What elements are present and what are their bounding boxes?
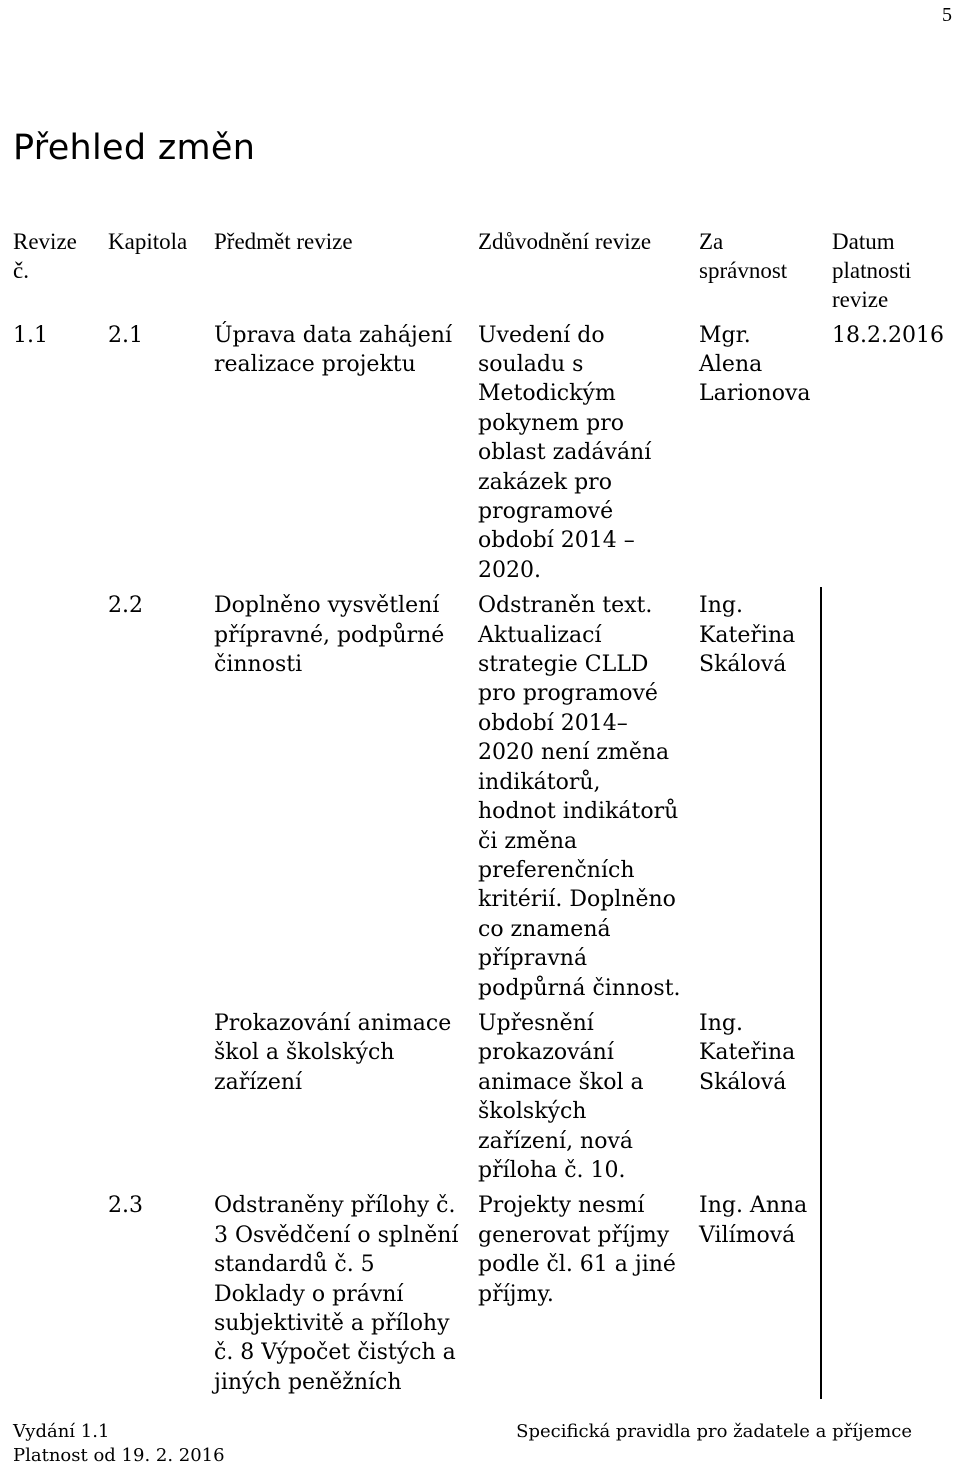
cell-subject: Odstraněny přílohy č. 3 Osvědčení o splnění standardů č. 5 Doklady o právní subjektivitě a přílohy č. 8 Výpočet čistých a jiných peněžních [214, 1193, 459, 1395]
cell-reason: Uvedení do souladu s Metodickým pokynem pro oblast zadávání zakázek pro programové období 2014 – 2020. [467, 316, 688, 587]
cell-chapter: 2.3 [97, 1186, 203, 1398]
page-title: Přehled změn [13, 128, 256, 168]
table-row [2, 1186, 959, 1398]
cell-reason: Projekty nesmí generovat příjmy podle čl. 61 a jiné příjmy. [467, 1186, 688, 1398]
header-revision: Revize č. [13, 229, 77, 284]
cell-revision-empty [2, 586, 97, 1398]
cell-validity-date: 18.2.2016 [821, 316, 959, 1399]
table-row [2, 316, 959, 587]
footer-left [13, 1420, 225, 1464]
revision-table [1, 221, 960, 1399]
header-chapter: Kapitola [108, 229, 188, 254]
cell-responsible: Ing. Anna Vilímová [688, 1186, 821, 1398]
page-number: 5 [942, 4, 952, 26]
cell-reason: Upřesnění prokazování animace škol a školských zařízení, nová příloha č. 10. [467, 1004, 688, 1186]
footer-valid-from: Platnost od 19. 2. 2016 [13, 1445, 225, 1464]
header-subject: Předmět revize [214, 229, 353, 254]
header-validity-date: Datum platnosti revize [821, 222, 959, 316]
cell-subject: Úprava data zahájení realizace projektu [214, 322, 452, 378]
footer-document-name: Specifická pravidla pro žadatele a příjemce [516, 1421, 912, 1442]
cell-chapter: 2.2 [97, 586, 203, 1186]
table-row [2, 586, 959, 1004]
cell-responsible: Mgr. Alena Larionova [688, 316, 821, 587]
cell-revision: 1.1 [13, 322, 48, 348]
cell-reason: Odstraněn text. Aktualizací strategie CLLD pro programové období 2014–2020 není změna indikátorů, hodnot indikátorů či změna preferenčních kritérií. Doplněno co znamená přípravná podpůrná činnost. [467, 586, 688, 1004]
cell-responsible: Ing. Kateřina Skálová [688, 1004, 821, 1186]
cell-subject: Prokazování animace škol a školských zařízení [203, 1004, 467, 1186]
table-header-row [2, 222, 959, 316]
cell-subject: Doplněno vysvětlení přípravné, podpůrné činnosti [203, 586, 467, 1004]
cell-chapter: 2.1 [108, 322, 143, 348]
cell-responsible: Ing. Kateřina Skálová [688, 586, 821, 1004]
header-responsible: Za správnost [688, 222, 821, 316]
footer-edition: Vydání 1.1 [13, 1421, 110, 1442]
header-reason: Zdůvodnění revize [467, 222, 688, 316]
